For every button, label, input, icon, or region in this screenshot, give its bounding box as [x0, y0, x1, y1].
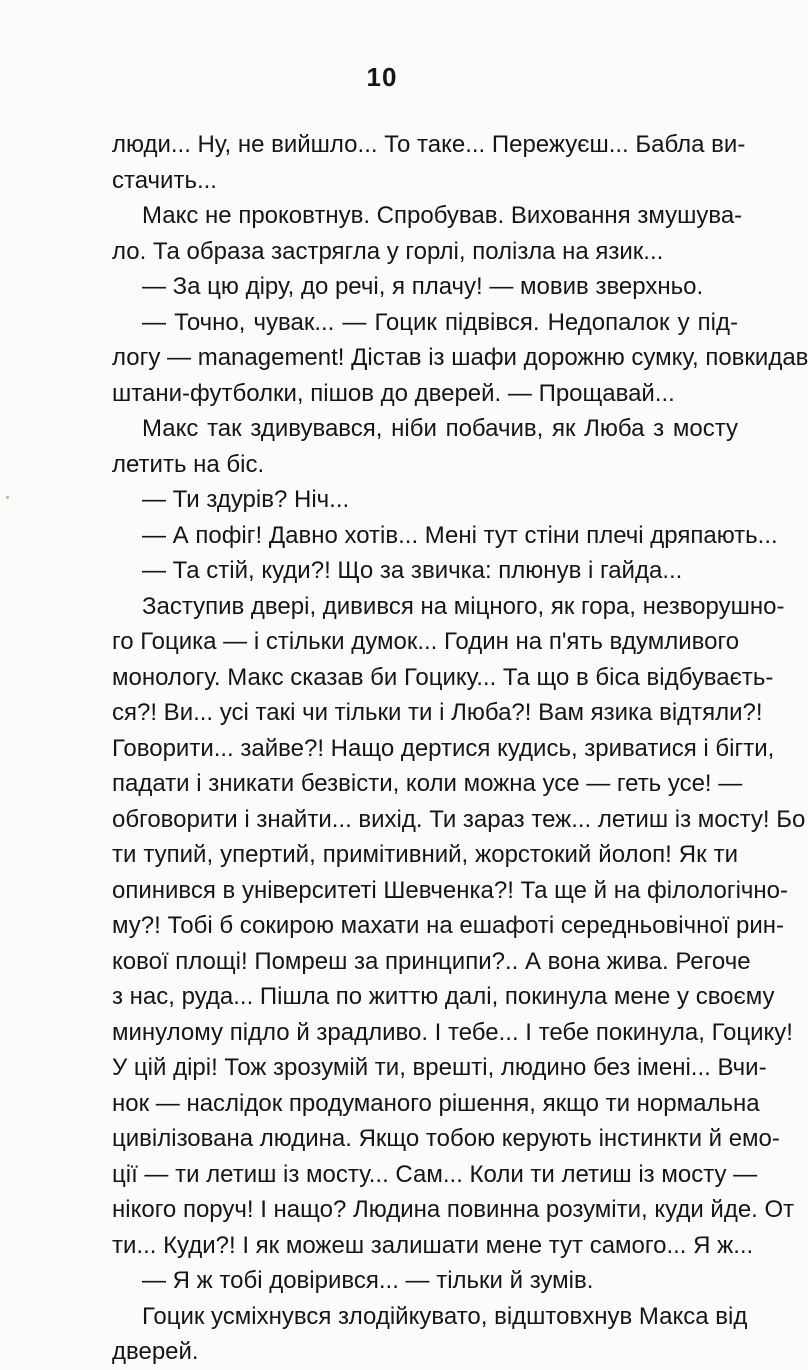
text-line: минулому підло й зрадливо. І тебе... І тебе покинула, Гоцику!: [112, 1018, 793, 1046]
text-line: — Та стій, куди?! Що за звичка: плюнув і гайда...: [142, 557, 683, 584]
text-line: Макс так здивувався, ніби побачив, як Люба з мосту: [142, 415, 738, 442]
text-line: летить на біс.: [112, 450, 265, 478]
text-line: — А пофіг! Давно хотів... Мені тут стіни плечі дряпають...: [142, 521, 778, 549]
text-line: ти тупий, упертий, примітивний, жорстокий йолоп! Як ти: [112, 841, 738, 868]
text-line: нок — наслідок продуманого рішення, якщо ти нормальна: [112, 1089, 760, 1117]
text-line: кової площі! Помреш за принципи?.. А вона жива. Регоче: [112, 947, 751, 975]
text-line: ти... Куди?! І як можеш залишати мене тут самого... Я ж...: [112, 1231, 754, 1259]
text-line: — Точно, чувак... — Гоцик підвівся. Недопалок у під-: [142, 308, 738, 336]
text-line: логу — management! Дістав із шафи дорожню сумку, повкидав: [112, 344, 808, 371]
body-text: [112, 127, 808, 1370]
text-line: люди... Ну, не вийшло... То таке... Пережуєш... Бабла ви-: [112, 131, 746, 158]
text-line: падати і зникати безвісти, коли можна усе — геть усе! —: [112, 770, 743, 797]
text-line: обговорити і знайти... вихід. Ти зараз теж... летиш із мосту! Бо: [112, 805, 806, 833]
text-line: штани-футболки, пішов до дверей. — Прощавай...: [112, 379, 675, 407]
page-number: 10: [366, 62, 398, 92]
text-line: з нас, руда... Пішла по життю далі, покинула мене у своєму: [112, 983, 775, 1010]
text-line: дверей.: [112, 1338, 199, 1365]
text-line: монологу. Макс сказав би Гоцику... Та що в біса відбуваєть-: [112, 663, 774, 691]
paper-speck: [6, 496, 9, 499]
text-line: Заступив двері, дивився на міцного, як гора, незворушно-: [142, 592, 785, 620]
text-line: опинився в університеті Шевченка?! Та ще й на філологічно-: [112, 876, 788, 904]
text-line: ції — ти летиш із мосту... Сам... Коли ти летиш із мосту —: [112, 1160, 758, 1188]
text-line: му?! Тобі б сокирою махати на ешафоті середньовічної рин-: [112, 912, 785, 939]
text-line: — Ти здурів? Ніч...: [142, 486, 350, 513]
text-line: Говорити... зайве?! Нащо дертися кудись, зриватися і бігти,: [112, 734, 775, 762]
text-line: ся?! Ви... усі такі чи тільки ти і Люба?! Вам язика відтяли?!: [112, 699, 763, 726]
text-line: ло. Та образа застрягла у горлі, полізла на язик...: [112, 237, 664, 265]
text-line: стачить...: [112, 166, 217, 194]
text-line: — Я ж тобі довірився... — тільки й зумів.: [142, 1267, 594, 1294]
text-line: Макс не проковтнув. Спробував. Виховання змушува-: [142, 202, 743, 229]
text-line: нікого поруч! І нащо? Людина повинна розуміти, куди йде. От: [112, 1196, 795, 1223]
text-line: го Гоцика — і стільки думок... Годин на п'ять вдумливого: [112, 628, 740, 655]
text-line: цивілізована людина. Якщо тобою керують інстинкти й емо-: [112, 1125, 780, 1152]
text-line: У цій дірі! Тож зрозумій ти, врешті, людино без імені... Вчи-: [112, 1054, 767, 1081]
text-line: Гоцик усміхнувся злодійкувато, відштовхнув Макса від: [142, 1302, 748, 1330]
text-line: — За цю діру, до речі, я плачу! — мовив зверхньо.: [142, 273, 704, 300]
